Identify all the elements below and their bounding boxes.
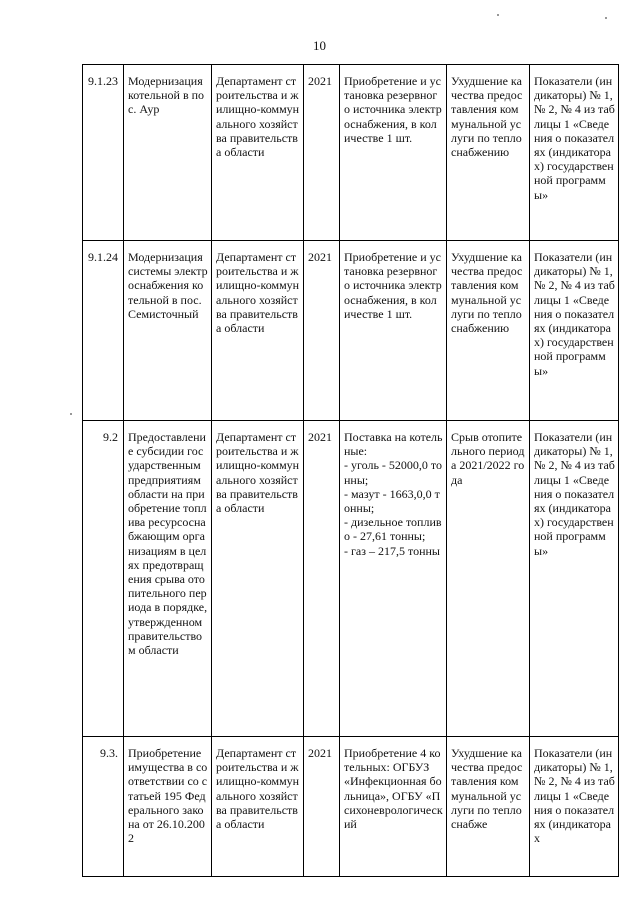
year: 2021 (304, 65, 340, 241)
table-row (83, 241, 619, 421)
row-number: 9.1.24 (83, 241, 124, 421)
year: 2021 (304, 737, 340, 877)
table-row (83, 421, 619, 737)
year: 2021 (304, 241, 340, 421)
risk-consequence: Ухудшение качества предоставления коммунальной услуги по теплоснабжению (447, 65, 530, 241)
scan-speck (70, 413, 72, 415)
activity-name: Модернизация котельной в пос. Аур (124, 65, 212, 241)
result-line: - мазут - 1663,0,0 тонны; (344, 486, 440, 516)
result-line: - уголь - 52000,0 тонны; (344, 458, 443, 487)
result-line: - газ – 217,5 тонны (344, 543, 440, 558)
expected-result: Приобретение и установка резервного источника электроснабжения, в количестве 1 шт. (340, 65, 447, 241)
executor: Департамент строительства и жилищно-коммунального хозяйства правительства области (212, 737, 304, 877)
row-number: 9.1.23 (83, 65, 124, 241)
activity-name: Приобретение имущества в соответствии со статьей 195 Федерального закона от 26.10.2002 (124, 737, 212, 877)
table-row (83, 737, 619, 877)
risk-consequence: Ухудшение качества предоставления коммунальной услуги по теплоснабже (447, 737, 530, 877)
row-number: 9.3. (83, 737, 124, 877)
scan-speck (605, 17, 607, 19)
executor: Департамент строительства и жилищно-коммунального хозяйства правительства области (212, 241, 304, 421)
risk-consequence: Срыв отопительного периода 2021/2022 года (447, 421, 530, 737)
risk-consequence: Ухудшение качества предоставления коммунальной услуги по теплоснабжению (447, 241, 530, 421)
expected-result: Приобретение и установка резервного источника электроснабжения, в количестве 1 шт. (340, 241, 447, 421)
result-line: - дизельное топливо - 27,61 тонны; (344, 515, 442, 544)
indicators-link: Показатели (индикаторы) № 1, № 2, № 4 из таблицы 1 «Сведения о показателях (индикаторах) государственной программы» (530, 421, 619, 737)
row-number: 9.2 (83, 421, 124, 737)
result-line: Поставка на котельные: (344, 430, 443, 459)
year: 2021 (304, 421, 340, 737)
program-activities-table (82, 64, 619, 877)
indicators-link: Показатели (индикаторы) № 1, № 2, № 4 из таблицы 1 «Сведения о показателях (индикаторах) государственной программы» (530, 65, 619, 241)
executor: Департамент строительства и жилищно-коммунального хозяйства правительства области (212, 421, 304, 737)
page-number: 10 (313, 38, 326, 53)
activity-name: Предоставление субсидии государственным предприятиям области на приобретение топлива ресурсоснабжающим организациям в целях предотвращения срыва отопительного периода в порядке, утвержденном правительством области (124, 421, 212, 737)
expected-result: Приобретение 4 котельных: ОГБУЗ «Инфекционная больница», ОГБУ «Психоневрологический (340, 737, 447, 877)
table-row (83, 65, 619, 241)
indicators-link: Показатели (индикаторы) № 1, № 2, № 4 из таблицы 1 «Сведения о показателях (индикаторах (530, 737, 619, 877)
scan-speck (497, 14, 499, 16)
indicators-link: Показатели (индикаторы) № 1, № 2, № 4 из таблицы 1 «Сведения о показателях (индикаторах) государственной программы» (530, 241, 619, 421)
activity-name: Модернизация системы электроснабжения котельной в пос. Семисточный (124, 241, 212, 421)
expected-result (340, 421, 447, 737)
executor: Департамент строительства и жилищно-коммунального хозяйства правительства области (212, 65, 304, 241)
